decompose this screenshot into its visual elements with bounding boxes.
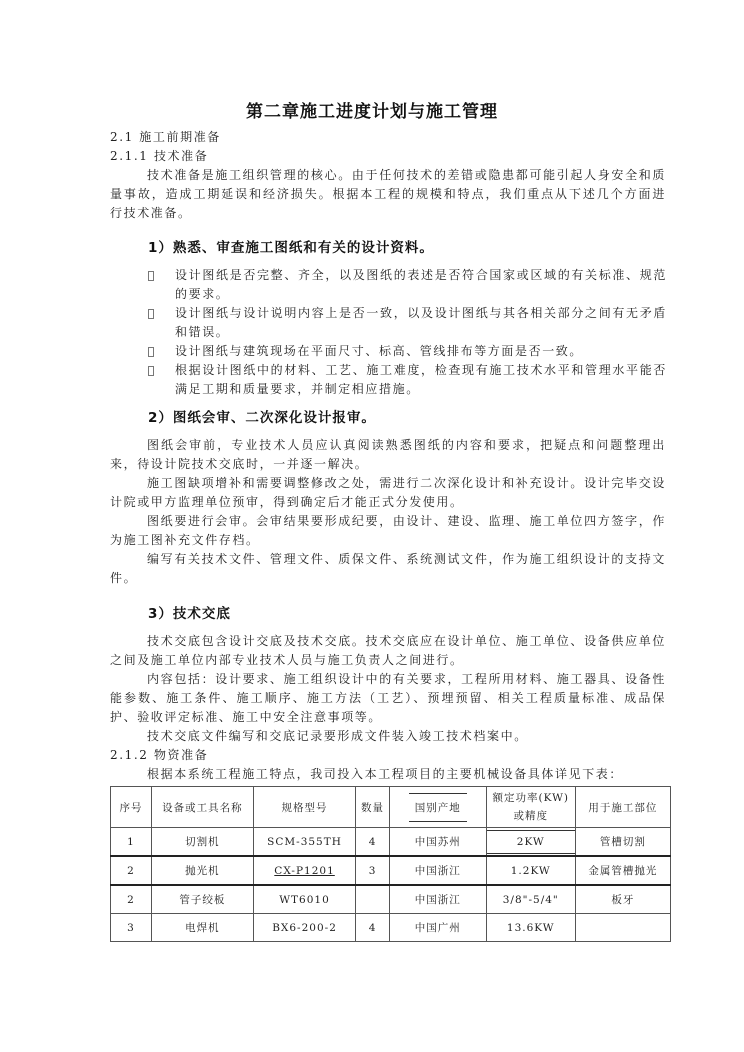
cell-index: 2 xyxy=(111,885,152,914)
cell-index: 1 xyxy=(111,828,152,857)
cell-index: 3 xyxy=(111,914,152,942)
bullet-icon xyxy=(148,366,154,376)
section-heading-2-1-2: 2.1.2 物资准备 xyxy=(110,748,209,762)
cell-name: 电焊机 xyxy=(152,914,254,942)
cell-index: 2 xyxy=(111,856,152,885)
header-name: 设备或工具名称 xyxy=(152,787,254,828)
cell-usage: 管槽切割 xyxy=(575,828,670,857)
bullet-text: 设计图纸与建筑现场在平面尺寸、标高、管线排布等方面是否一致。 xyxy=(175,344,584,358)
bullet-icon xyxy=(148,309,154,319)
cell-quantity: 4 xyxy=(356,914,390,942)
subheading-2: 2）图纸会审、二次深化设计报审。 xyxy=(148,410,376,426)
subheading-1: 1）熟悉、审查施工图纸和有关的设计资料。 xyxy=(148,240,434,256)
paragraph: 技术交底包含设计交底及技术交底。技术交底应在设计单位、施工单位、设备供应单位之间及施工单位内部专业技术人员与施工负责人之间进行。 xyxy=(110,634,666,667)
header-origin: 国别产地 xyxy=(389,787,486,828)
paragraph: 技术交底文件编写和交底记录要形成文件装入竣工技术档案中。 xyxy=(147,729,528,743)
bullet-text: 根据设计图纸中的材料、工艺、施工难度，检查现有施工技术水平和管理水平能否满足工期和质量要求，并制定相应措施。 xyxy=(175,363,667,396)
cell-model: SCM-355TH xyxy=(253,828,355,857)
cell-model: BX6-200-2 xyxy=(253,914,355,942)
paragraph: 编写有关技术文件、管理文件、质保文件、系统测试文件，作为施工组织设计的支持文件。 xyxy=(110,552,666,585)
table-intro: 根据本系统工程施工特点，我司投入本工程项目的主要机械设备具体详见下表： xyxy=(147,767,624,781)
cell-power: 2KW xyxy=(486,828,575,857)
bullet-text: 设计图纸是否完整、齐全，以及图纸的表述是否符合国家或区域的有关标准、规范的要求。 xyxy=(175,268,667,301)
table-row xyxy=(111,828,671,857)
section-heading-2-1-1: 2.1.1 技术准备 xyxy=(110,149,209,163)
cell-origin: 中国浙江 xyxy=(389,856,486,885)
cell-origin: 中国浙江 xyxy=(389,885,486,914)
table-row xyxy=(111,856,671,885)
cell-power: 1.2KW xyxy=(486,856,575,885)
table-header-row xyxy=(111,787,671,828)
table-row xyxy=(111,885,671,914)
subheading-3: 3）技术交底 xyxy=(148,606,231,622)
bullet-text: 设计图纸与设计说明内容上是否一致，以及设计图纸与其各相关部分之间有无矛盾和错误。 xyxy=(175,306,667,339)
cell-model: WT6010 xyxy=(253,885,355,914)
cell-quantity: 4 xyxy=(356,828,390,857)
cell-usage xyxy=(575,914,670,942)
bullet-icon xyxy=(148,271,154,281)
paragraph: 内容包括：设计要求、施工组织设计中的有关要求，工程所用材料、施工器具、设备性能参数、施工条件、施工顺序、施工方法（工艺）、预埋预留、相关工程质量标准、成品保护、验收评定标准、施工中安全注意事项等。 xyxy=(110,672,666,724)
cell-quantity: 3 xyxy=(356,856,390,885)
cell-name: 管子绞板 xyxy=(152,885,254,914)
header-power: 额定功率(KW) 或精度 xyxy=(486,787,575,828)
cell-origin: 中国苏州 xyxy=(389,828,486,857)
cell-power: 3/8"-5/4" xyxy=(486,885,575,914)
chapter-title: 第二章施工进度计划与施工管理 xyxy=(246,102,498,122)
header-usage: 用于施工部位 xyxy=(575,787,670,828)
cell-power: 13.6KW xyxy=(486,914,575,942)
table-row xyxy=(111,914,671,942)
equipment-table xyxy=(110,786,671,942)
header-index: 序号 xyxy=(111,787,152,828)
cell-model: CX-P1201 xyxy=(253,856,355,885)
cell-name: 抛光机 xyxy=(152,856,254,885)
section-heading-2-1: 2.1 施工前期准备 xyxy=(110,130,221,144)
cell-usage: 板牙 xyxy=(575,885,670,914)
cell-origin: 中国广州 xyxy=(389,914,486,942)
cell-name: 切割机 xyxy=(152,828,254,857)
paragraph: 图纸会审前，专业技术人员应认真阅读熟悉图纸的内容和要求，把疑点和问题整理出来，待设计院技术交底时，一并逐一解决。 xyxy=(110,438,666,471)
cell-quantity xyxy=(356,885,390,914)
paragraph: 施工图缺项增补和需要调整修改之处，需进行二次深化设计和补充设计。设计完毕交设计院或甲方监理单位预审，得到确定后才能正式分发使用。 xyxy=(110,476,666,509)
paragraph: 图纸要进行会审。会审结果要形成纪要，由设计、建设、监理、施工单位四方签字，作为施工图补充文件存档。 xyxy=(110,514,666,547)
intro-paragraph: 技术准备是施工组织管理的核心。由于任何技术的差错或隐患都可能引起人身安全和质量事故，造成工期延误和经济损失。根据本工程的规模和特点，我们重点从下述几个方面进行技术准备。 xyxy=(110,168,666,220)
cell-usage: 金属管槽抛光 xyxy=(575,856,670,885)
bullet-icon xyxy=(148,347,154,357)
header-model: 规格型号 xyxy=(253,787,355,828)
header-quantity: 数量 xyxy=(356,787,390,828)
